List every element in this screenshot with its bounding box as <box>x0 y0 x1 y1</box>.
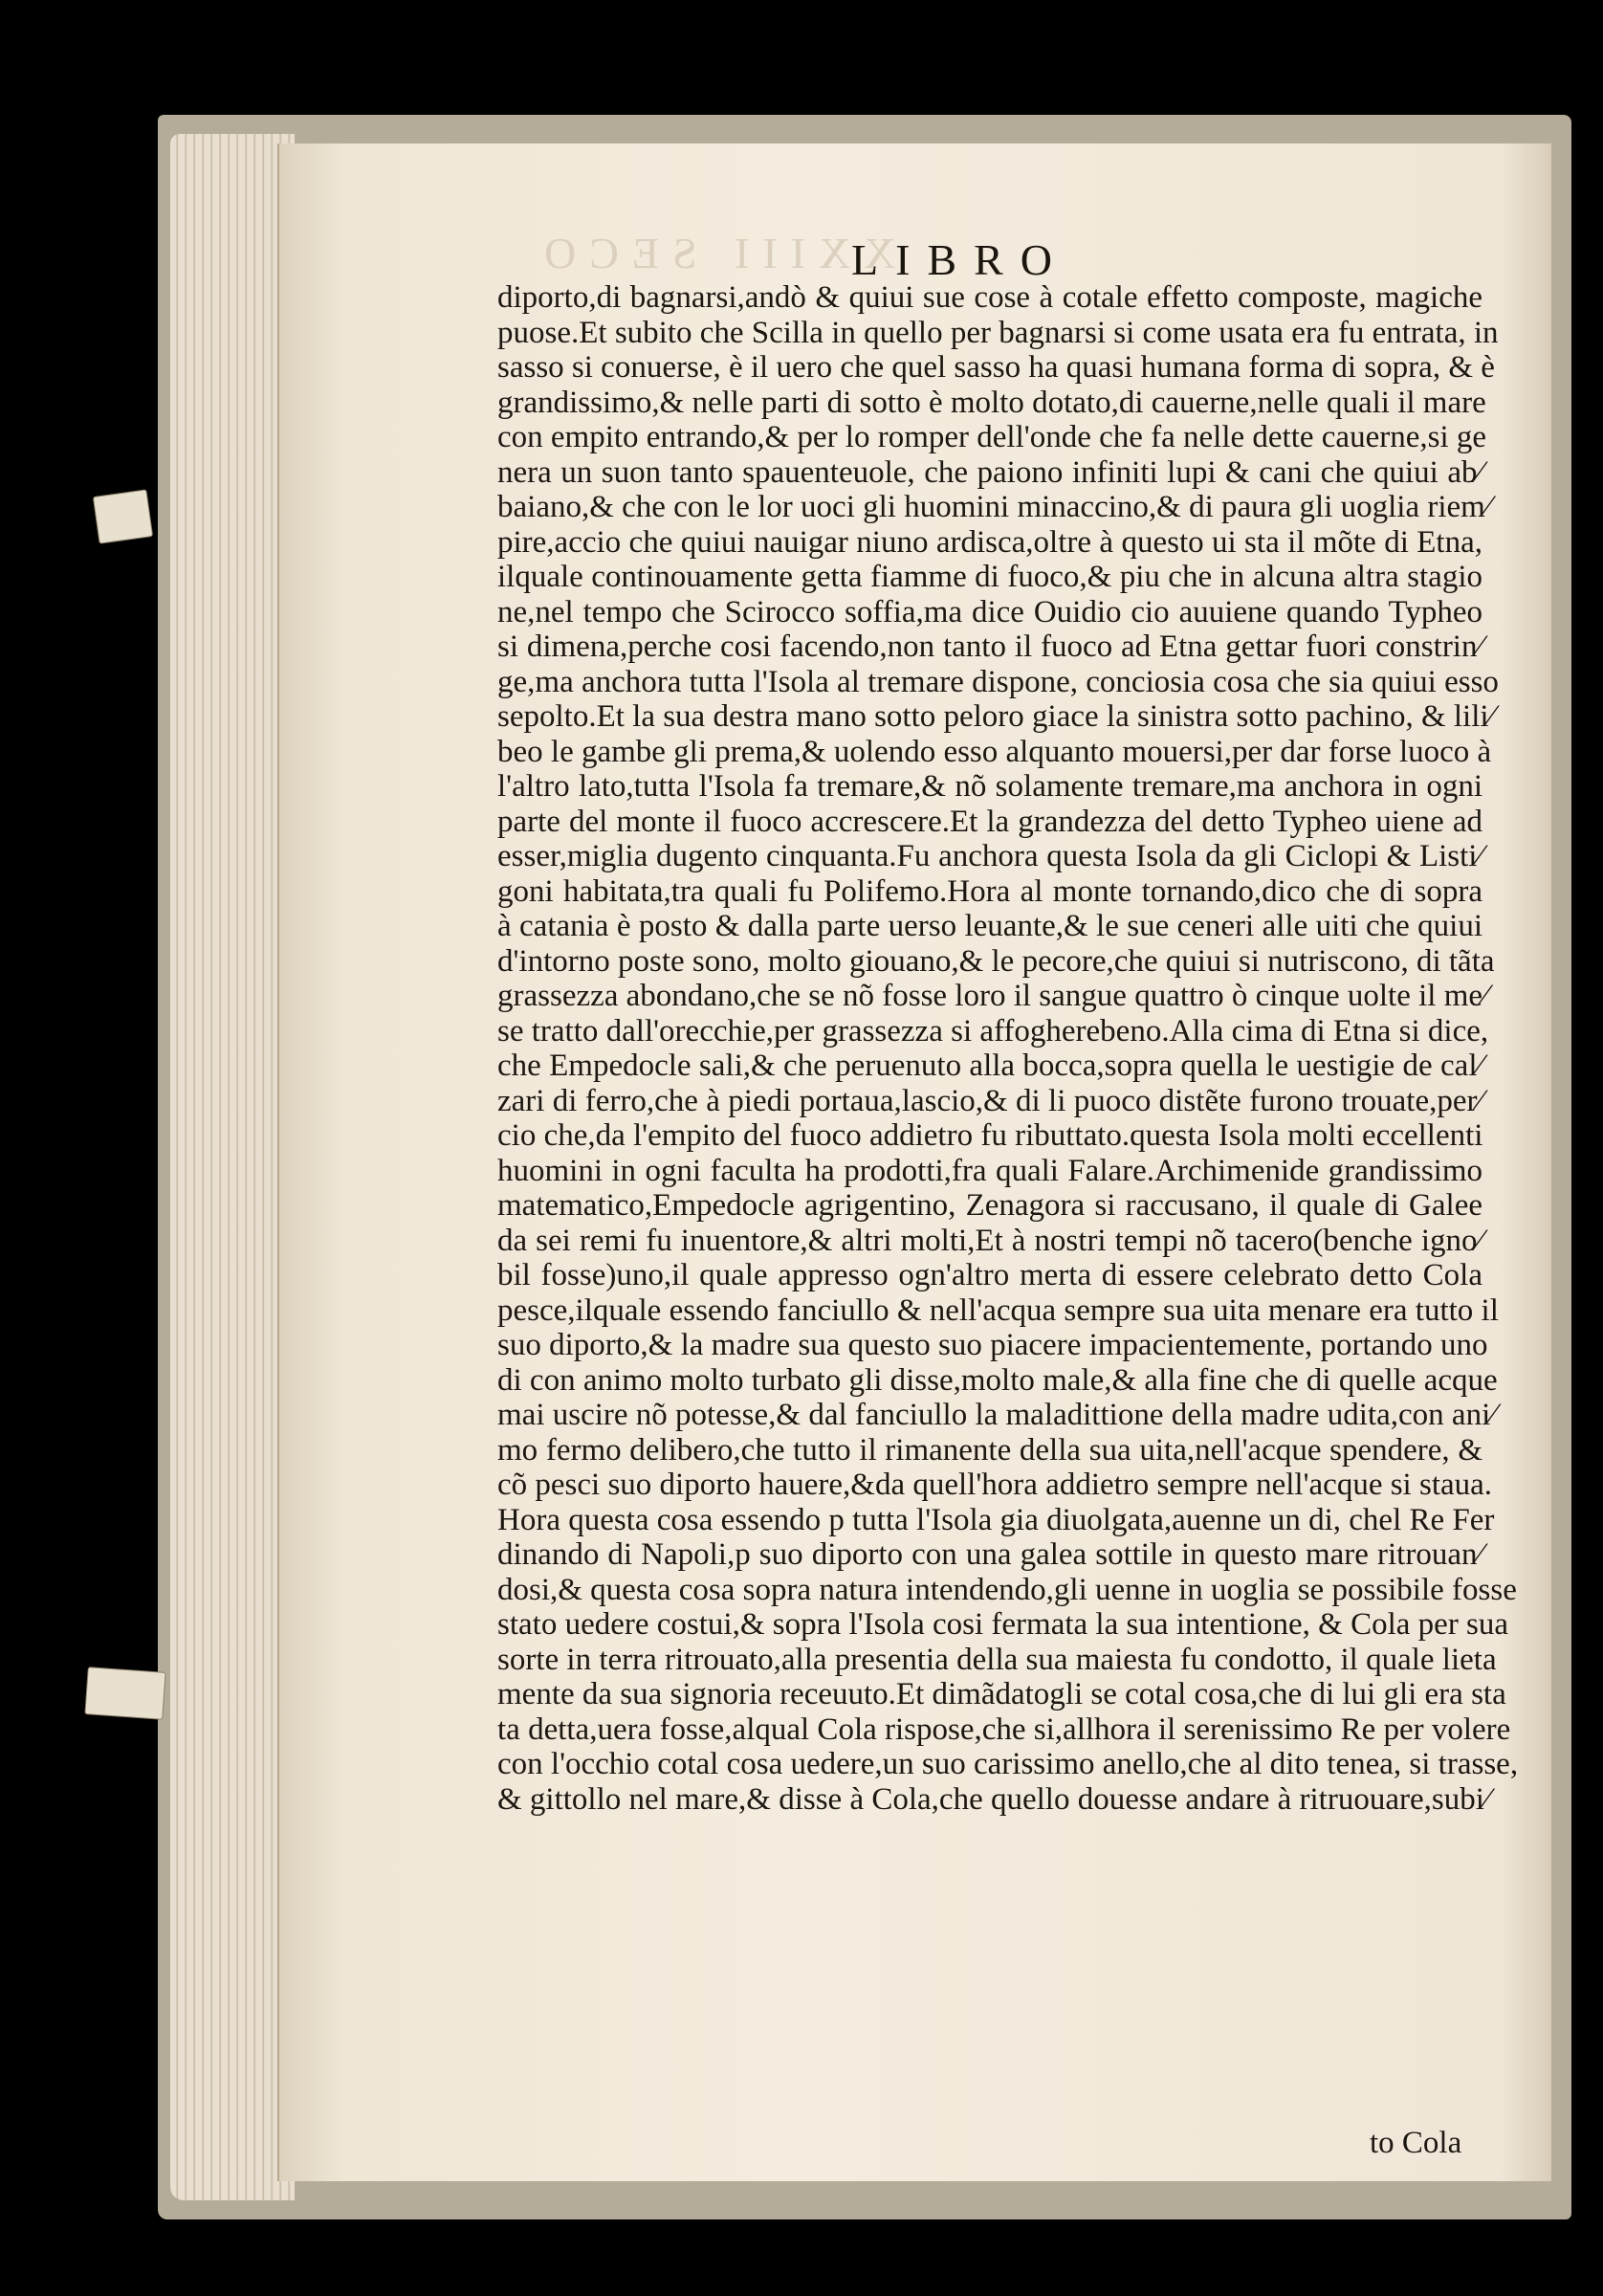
text-line: dosi,& questa cosa sopra natura intendendo,gli uenne in uoglia se possibile fosse <box>497 1572 1517 1607</box>
text-line: esser,miglia dugento cinquanta.Fu anchora questa Isola da gli Ciclopi & Listi⁄ <box>497 839 1482 873</box>
text-line: nera un suon tanto spauenteuole, che paiono infiniti lupi & cani che quiui ab⁄ <box>497 454 1482 490</box>
text-line: huomini in ogni faculta ha prodotti,fra quali Falare.Archimenide grandissimo <box>497 1153 1482 1188</box>
text-line: mente da sua signoria receuuto.Et dimãdatogli se cotal cosa,che di lui gli era sta <box>497 1677 1506 1711</box>
text-line: sepolto.Et la sua destra mano sotto peloro giace la sinistra sotto pachino, & lili⁄ <box>497 699 1495 734</box>
text-line: pesce,ilquale essendo fanciullo & nell'acqua sempre sua uita menare era tutto il <box>497 1292 1499 1328</box>
text-line: con l'occhio cotal cosa uedere,un suo carissimo anello,che al dito tenea, si trasse, <box>497 1747 1519 1781</box>
running-head: LIBRO <box>851 235 1069 284</box>
text-line: d'intorno poste sono, molto giouano,& le pecore,che quiui si nutriscono, di tãta <box>497 943 1495 979</box>
page-tab-marker <box>84 1667 165 1720</box>
page-tab-marker <box>93 489 153 543</box>
text-line: sorte in terra ritrouato,alla presentia della sua maiesta fu condotto, il quale lieta <box>497 1642 1497 1677</box>
text-line: parte del monte il fuoco accrescere.Et la grandezza del detto Typheo uiene ad <box>497 804 1482 839</box>
text-line: si dimena,perche cosi facendo,non tanto il fuoco ad Etna gettar fuori constrin⁄ <box>497 629 1482 664</box>
text-line: puose.Et subito che Scilla in quello per bagnarsi si come usata era fu entrata, in <box>497 315 1499 350</box>
text-line: che Empedocle sali,& che peruenuto alla bocca,sopra quella le uestigie de cal⁄ <box>497 1049 1482 1083</box>
text-line: goni habitata,tra quali fu Polifemo.Hora al monte tornando,dico che di sopra <box>497 873 1482 909</box>
text-line: l'altro lato,tutta l'Isola fa tremare,& nõ solamente tremare,ma anchora in ogni <box>497 769 1482 804</box>
text-line: Hora questa cosa essendo p tutta l'Isola gia diuolgata,auenne un di, chel Re Fer <box>497 1502 1495 1537</box>
page-edges <box>170 134 295 2200</box>
text-line: à catania è posto & dalla parte uerso leuante,& le sue ceneri alle uiti che quiui <box>497 909 1482 943</box>
text-line: suo diporto,& la madre sua questo suo piacere impacientemente, portando uno <box>497 1328 1488 1362</box>
bleed-through-heading: XXIII SECO <box>531 229 896 277</box>
text-line: diporto,di bagnarsi,andò & quiui sue cose à cotale effetto composte, magiche <box>497 280 1482 315</box>
text-line: cio che,da l'empito del fuoco addietro fu ributtato.questa Isola molti eccellenti <box>497 1118 1483 1153</box>
text-line: ge,ma anchora tutta l'Isola al tremare dispone, conciosia cosa che sia quiui esso <box>497 664 1499 699</box>
text-line: cõ pesci suo diporto hauere,&da quell'hora addietro sempre nell'acque si staua. <box>497 1468 1493 1502</box>
text-line: pire,accio che quiui nauigar niuno ardisca,oltre à questo ui sta il mõte di Etna, <box>497 524 1482 560</box>
text-line: dinando di Napoli,p suo diporto con una galea sottile in questo mare ritrouan⁄ <box>497 1537 1482 1572</box>
text-line: mo fermo delibero,che tutto il rimanente della sua uita,nell'acque spendere, & <box>497 1432 1482 1468</box>
text-line: ilquale continouamente getta fiamme di fuoco,& piu che in alcuna altra stagio <box>497 560 1482 594</box>
text-line: di con animo molto turbato gli disse,molto male,& alla fine che di quelle acque <box>497 1362 1498 1398</box>
text-line: da sei remi fu inuentore,& altri molti,Et à nostri tempi nõ tacero(benche igno⁄ <box>497 1223 1482 1258</box>
text-line: ne,nel tempo che Scirocco soffia,ma dice Ouidio cio auuiene quando Typheo <box>497 594 1482 629</box>
text-line: sasso si conuerse, è il uero che quel sasso ha quasi humana forma di sopra, & è <box>497 350 1495 385</box>
body-text <box>497 280 1519 1852</box>
text-line: se tratto dall'orecchie,per grassezza si affogherebeno.Alla cima di Etna si dice, <box>497 1013 1489 1049</box>
text-line: baiano,& che con le lor uoci gli huomini minaccino,& di paura gli uoglia riem⁄ <box>497 490 1491 524</box>
catchword: to Cola <box>1370 2126 1462 2160</box>
text-line: grandissimo,& nelle parti di sotto è molto dotato,di cauerne,nelle quali il mare <box>497 385 1486 420</box>
text-line: bil fosse)uno,il quale appresso ogn'altro merta di essere celebrato detto Cola <box>497 1258 1482 1292</box>
text-line: matematico,Empedocle agrigentino, Zenagora si raccusano, il quale di Galee <box>497 1188 1482 1223</box>
text-line: & gittollo nel mare,& disse à Cola,che quello douesse andare à ritruouare,subi⁄ <box>497 1781 1490 1817</box>
text-line: con empito entrando,& per lo romper dell'onde che fa nelle dette cauerne,si ge <box>497 420 1487 454</box>
text-line: grassezza abondano,che se nõ fosse loro il sangue quattro ò cinque uolte il me⁄ <box>497 979 1488 1013</box>
text-line: mai uscire nõ potesse,& dal fanciullo la maladittione della madre udita,con ani⁄ <box>497 1398 1496 1432</box>
text-line <box>497 1817 1482 1852</box>
text-line: stato uedere costui,& sopra l'Isola cosi fermata la sua intentione, & Cola per sua <box>497 1607 1509 1642</box>
text-line: beo le gambe gli prema,& uolendo esso alquanto mouersi,per dar forse luoco à <box>497 734 1492 769</box>
text-line: zari di ferro,che à piedi portaua,lascio,& di li puoco distẽte furono trouate,per⁄ <box>497 1083 1482 1118</box>
text-line: ta detta,uera fosse,alqual Cola rispose,che si,allhora il serenissimo Re per volere <box>497 1711 1511 1747</box>
